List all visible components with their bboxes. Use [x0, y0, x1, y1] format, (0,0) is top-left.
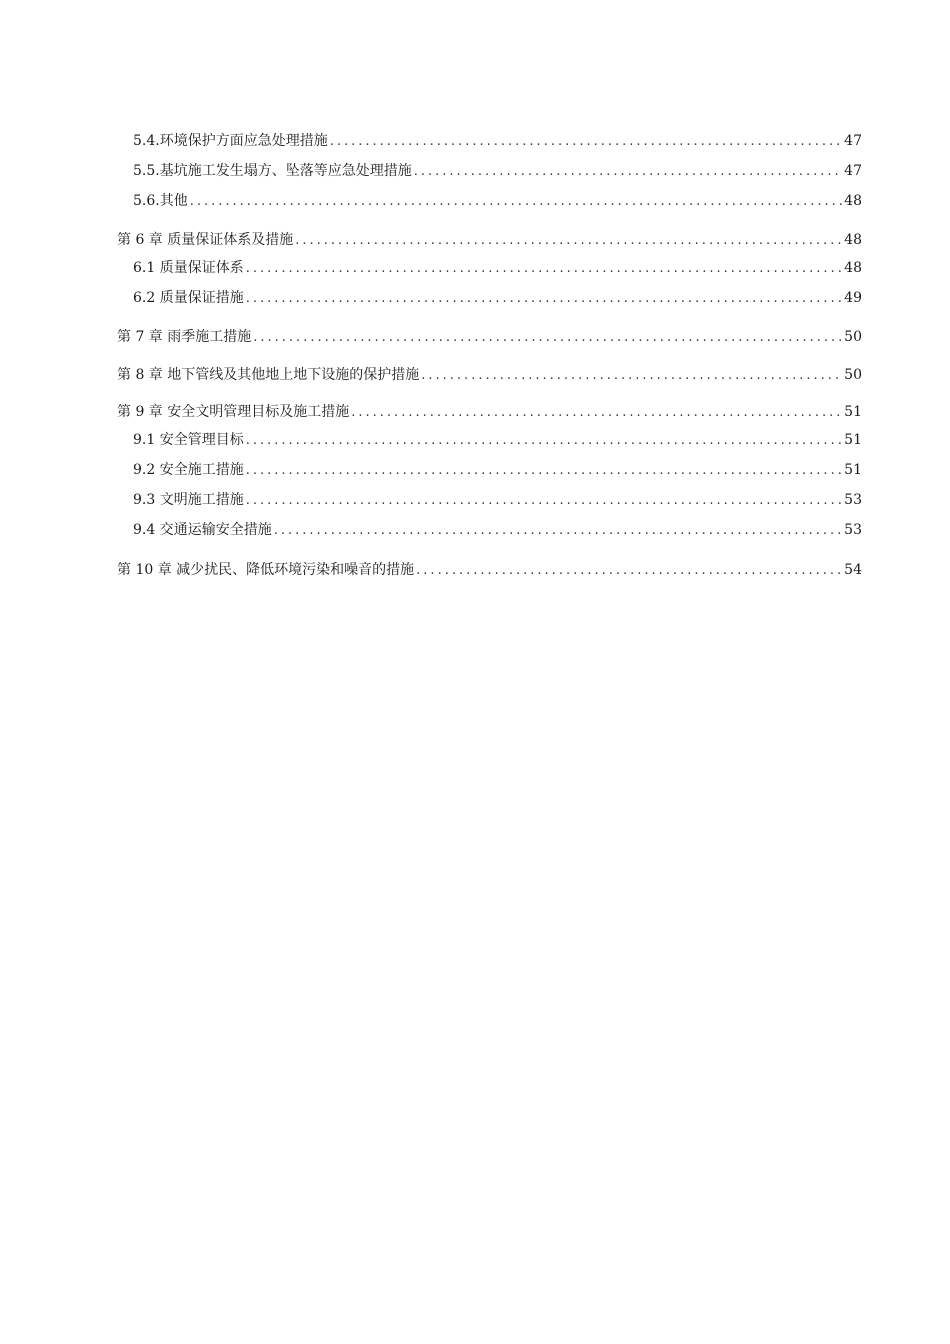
toc-entry-page: 48: [844, 232, 862, 248]
toc-entry-page: 49: [844, 290, 862, 306]
toc-leader-dots: [246, 258, 842, 280]
toc-entry-title: 9.1 安全管理目标: [133, 432, 244, 448]
toc-entry[interactable]: [133, 429, 862, 451]
toc-entry-page: 53: [844, 492, 862, 508]
toc-entry-page: 47: [844, 133, 862, 149]
toc-entry[interactable]: [133, 287, 862, 309]
toc-entry[interactable]: [133, 519, 862, 541]
toc-entry[interactable]: [133, 190, 862, 212]
toc-entry-title: 5.5.基坑施工发生塌方、坠落等应急处理措施: [133, 163, 412, 179]
toc-entry-page: 50: [844, 329, 862, 345]
toc-entry[interactable]: [133, 459, 862, 481]
toc-leader-dots: [190, 191, 842, 213]
toc-entry-title: 5.4.环境保护方面应急处理措施: [133, 133, 328, 149]
toc-entry-title: 6.1 质量保证体系: [133, 260, 244, 276]
toc-chapter-entry[interactable]: [117, 401, 862, 423]
toc-entry-page: 51: [844, 404, 862, 420]
toc-entry[interactable]: [133, 489, 862, 511]
toc-leader-dots: [253, 327, 842, 349]
toc-chapter-entry[interactable]: [117, 559, 862, 581]
toc-leader-dots: [416, 560, 842, 582]
toc-entry-page: 54: [844, 562, 862, 578]
toc-entry-title: 6.2 质量保证措施: [133, 290, 244, 306]
toc-entry-title: 第 10 章 减少扰民、降低环境污染和噪音的措施: [117, 562, 415, 578]
toc-entry-title: 第 8 章 地下管线及其他地上地下设施的保护措施: [117, 367, 420, 383]
toc-chapter-entry[interactable]: [117, 229, 862, 251]
toc-entry-title: 9.3 文明施工措施: [133, 492, 244, 508]
toc-entry-title: 第 6 章 质量保证体系及措施: [117, 232, 294, 248]
toc-leader-dots: [421, 365, 842, 387]
toc-entry-page: 53: [844, 522, 862, 538]
toc-leader-dots: [351, 402, 842, 424]
toc-entry-title: 5.6.其他: [133, 193, 188, 209]
toc-entry[interactable]: [133, 257, 862, 279]
toc-leader-dots: [246, 460, 842, 482]
toc-entry-title: 9.4 交通运输安全措施: [133, 522, 272, 538]
toc-entry-page: 48: [844, 193, 862, 209]
toc-chapter-entry[interactable]: [117, 326, 862, 348]
toc-entry-page: 51: [844, 432, 862, 448]
toc-entry-page: 47: [844, 163, 862, 179]
toc-entry-page: 51: [844, 462, 862, 478]
toc-leader-dots: [246, 490, 842, 512]
toc-leader-dots: [274, 520, 842, 542]
toc-entry-page: 50: [844, 367, 862, 383]
toc-leader-dots: [414, 161, 842, 183]
toc-entry-title: 第 7 章 雨季施工措施: [117, 329, 252, 345]
toc-leader-dots: [246, 288, 842, 310]
toc-leader-dots: [330, 131, 842, 153]
toc-leader-dots: [246, 430, 842, 452]
toc-entry-title: 第 9 章 安全文明管理目标及施工措施: [117, 404, 350, 420]
toc-entry[interactable]: [133, 130, 862, 152]
toc-entry[interactable]: [133, 160, 862, 182]
toc-entry-page: 48: [844, 260, 862, 276]
toc-chapter-entry[interactable]: [117, 364, 862, 386]
toc-entry-title: 9.2 安全施工措施: [133, 462, 244, 478]
toc-leader-dots: [295, 230, 842, 252]
